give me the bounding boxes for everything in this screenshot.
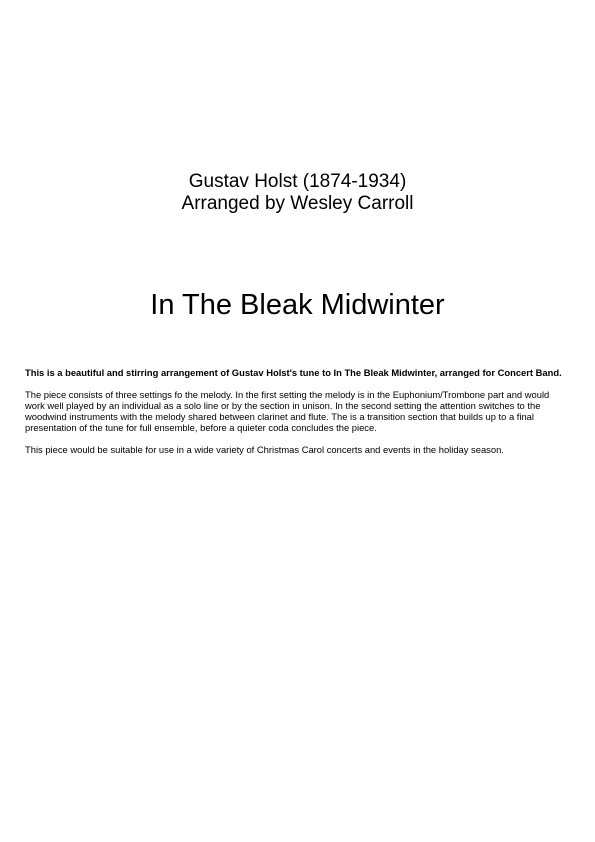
description-block [25, 367, 571, 466]
description-paragraph-1: The piece consists of three settings fo the melody. In the first setting the melody is in the Euphonium/Trombone part and would work well played by an individual as a solo line or by the section in unison. In the second setting the attention switches to the woodwind instruments with the melody shared between clarinet and flute. The is a transition section that builds up to a final presentation of the tune for full ensemble, before a quieter coda concludes the piece. [25, 389, 550, 433]
page-title: In The Bleak Midwinter [150, 289, 445, 321]
description-lead: This is a beautiful and stirring arrangement of Gustav Holst's tune to In The Bleak Midwinter, arranged for Concert Band. [25, 367, 562, 378]
composer-block [0, 171, 595, 215]
description-paragraph-2: This piece would be suitable for use in a wide variety of Christmas Carol concerts and events in the holiday season. [25, 444, 504, 455]
composer-line: Gustav Holst (1874-1934) [188, 171, 407, 192]
arranger-line: Arranged by Wesley Carroll [181, 193, 414, 214]
